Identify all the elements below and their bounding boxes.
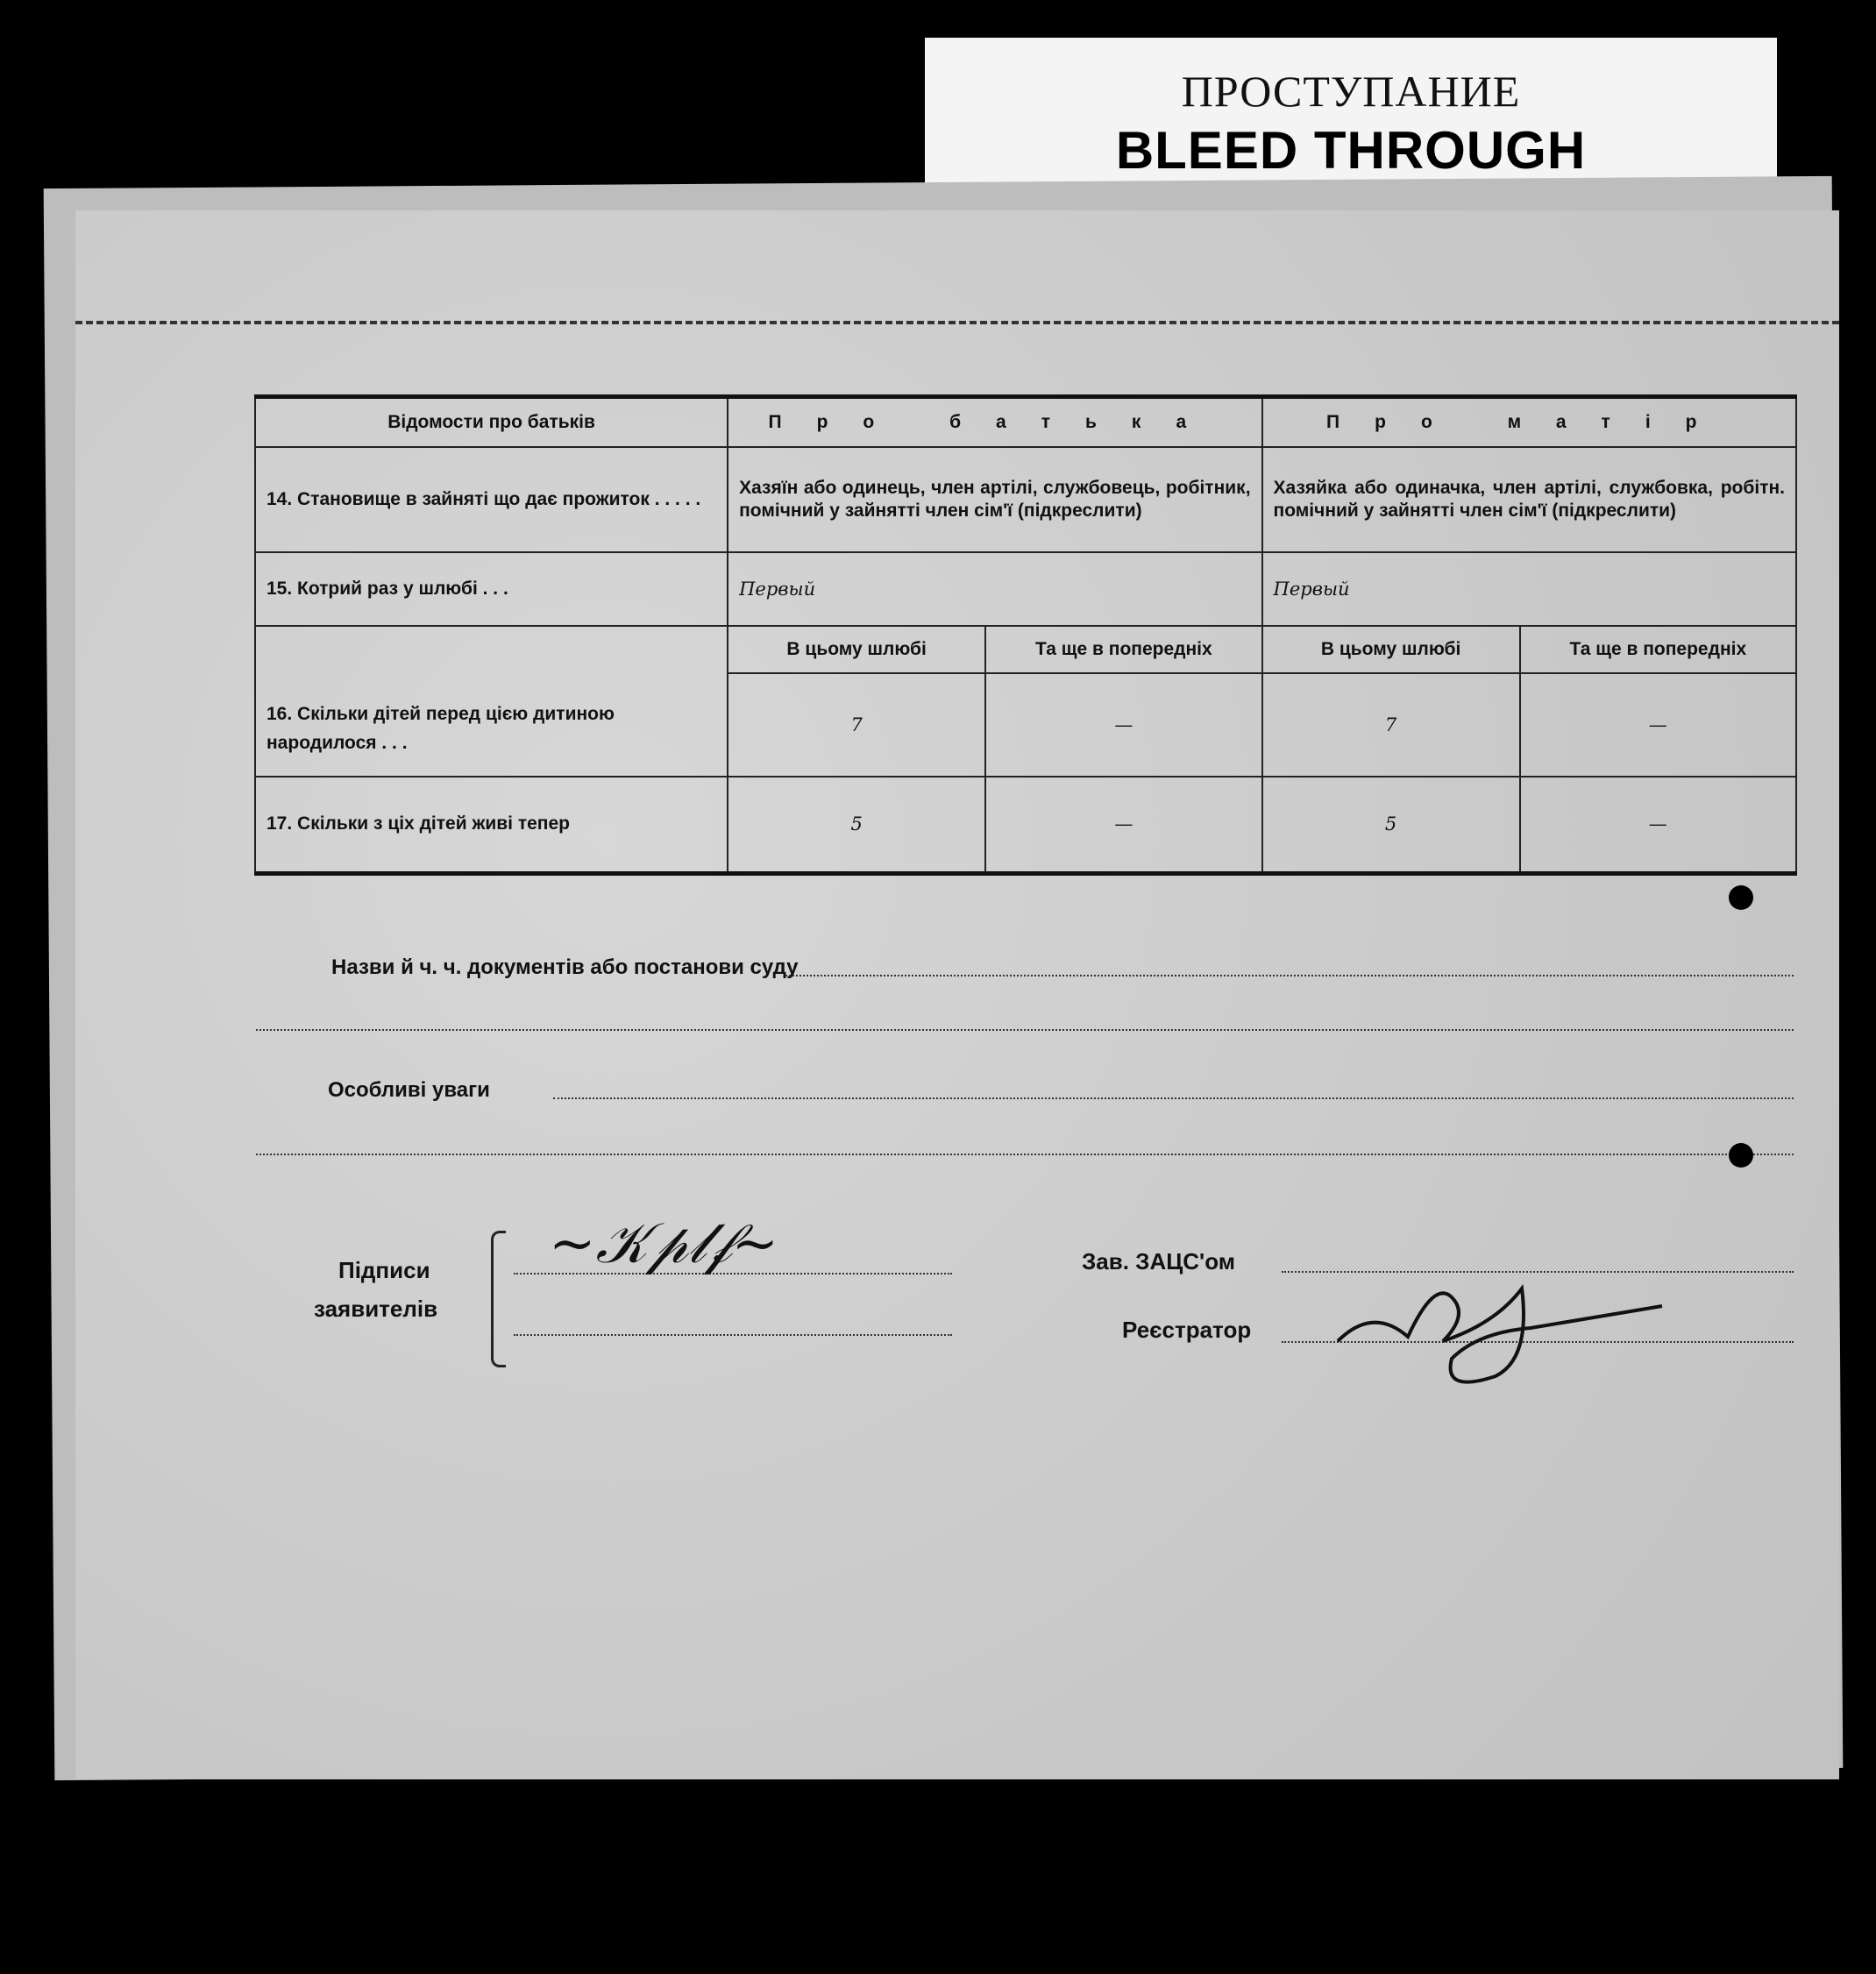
row-17-father-previous: —: [985, 777, 1261, 873]
applicant-signature: ~𝒦𝓅𝓁𝒻~: [549, 1211, 779, 1276]
row-16-label: 16. Скільки дітей перед цією дитиною народилося . . .: [255, 626, 728, 777]
documents-label: Назви й ч. ч. документів або постанови суду: [331, 955, 799, 979]
header-parents-info: Відомости про батьків: [255, 397, 728, 448]
row-17-father-this: 5: [728, 777, 985, 873]
punch-hole-2: [1729, 1143, 1753, 1168]
row-15-father: Первый: [728, 552, 1261, 626]
applicants-label-2: заявителів: [314, 1296, 438, 1322]
registrar-label: Реєстратор: [1122, 1317, 1252, 1343]
row-16-father-previous: —: [985, 673, 1261, 777]
applicants-label-1: Підписи: [338, 1257, 430, 1283]
perforation-line: [75, 321, 1839, 324]
row-16-mother-this: 7: [1262, 673, 1520, 777]
tag-line-2: BLEED THROUGH: [1115, 121, 1587, 180]
form-body: [254, 394, 1797, 876]
subheader-father-previous: Та ще в попередніх: [985, 626, 1261, 673]
applicant-signature-line-2: [514, 1334, 952, 1336]
row-16-mother-previous: —: [1520, 673, 1796, 777]
row-17-label: 17. Скільки з ціх дітей живі тепер: [255, 777, 728, 873]
table-row-17: [255, 777, 1796, 873]
row-16-father-this: 7: [728, 673, 985, 777]
row-15-label: 15. Котрий раз у шлюбі . . .: [255, 552, 728, 626]
head-label: Зав. ЗАЦС'ом: [1082, 1248, 1235, 1275]
table-header-row: [255, 397, 1796, 448]
notes-line-1: [553, 1097, 1794, 1099]
applicants-brace: [491, 1231, 506, 1367]
subheader-father-this: В цьому шлюбі: [728, 626, 985, 673]
documents-line-1: [785, 975, 1794, 976]
row-17-mother-previous: —: [1520, 777, 1796, 873]
header-father: Про батька: [728, 397, 1261, 448]
form-page: [75, 210, 1839, 1779]
subheader-mother-previous: Та ще в попередніх: [1520, 626, 1796, 673]
table-row-15: [255, 552, 1796, 626]
bleed-through-tag: [925, 38, 1777, 200]
tag-line-1: ПРОСТУПАНИЕ: [1181, 67, 1521, 116]
parents-info-table: [254, 394, 1797, 876]
row-14-father: Хазяїн або одинець, член артілі, службовець, робітник, помічний у зайнятті член сім'ї (підкреслити): [728, 447, 1261, 552]
notes-label: Особливі уваги: [328, 1078, 490, 1102]
table-subheader-row: [255, 626, 1796, 673]
subheader-mother-this: В цьому шлюбі: [1262, 626, 1520, 673]
notes-line-2: [256, 1154, 1794, 1155]
table-row-14: [255, 447, 1796, 552]
header-mother: Про матір: [1262, 397, 1796, 448]
row-14-mother: Хазяйка або одиначка, член артілі, службовка, робітн. помічний у зайнятті член сім'ї (підкреслити): [1262, 447, 1796, 552]
row-17-mother-this: 5: [1262, 777, 1520, 873]
punch-hole-1: [1729, 885, 1753, 910]
documents-line-2: [256, 1029, 1794, 1031]
registrar-signature: [1320, 1245, 1688, 1402]
row-14-label: 14. Становище в зайняті що дає прожиток . . . . .: [255, 447, 728, 552]
row-15-mother: Первый: [1262, 552, 1796, 626]
